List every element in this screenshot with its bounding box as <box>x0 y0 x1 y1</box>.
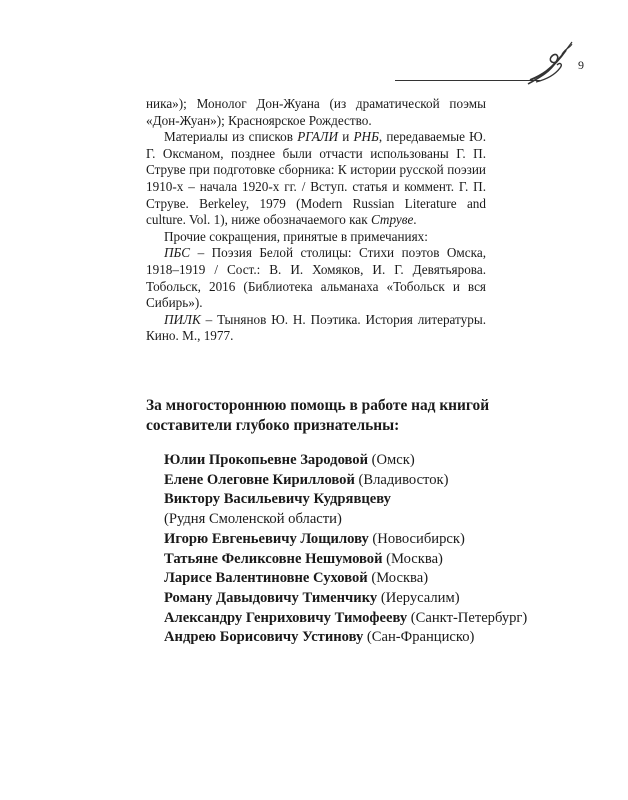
notes-paragraph: Прочие сокращения, принятые в примечаниях: <box>164 228 428 244</box>
person-location: (Санкт-Петербург) <box>407 609 528 626</box>
italic-abbreviation: РНБ <box>353 129 379 145</box>
person-name: Юлии Прокопьевне Зародовой <box>164 452 368 468</box>
acknowledgement-item <box>164 471 604 491</box>
paragraph-text-run: – Поэзия Белой столицы: Стихи поэтов Омска, 1918–1919 / Сост.: В. И. Хомяков, И. Г. Девятьярова. Тобольск, 2016 (Библиотека альманаха «Тобольск и вся Сибирь»). <box>146 245 486 311</box>
person-name: Татьяне Феликсовне Нешумовой <box>164 550 383 567</box>
person-name: Елене Олеговне Кирилловой <box>164 471 355 488</box>
acknowledgement-item <box>164 530 604 550</box>
italic-abbreviation: ПИЛК <box>164 311 201 327</box>
person-name: Виктору Васильевичу Кудрявцеву <box>164 491 391 508</box>
person-location: (Новосибирск) <box>368 530 465 547</box>
italic-abbreviation: РГАЛИ <box>297 129 339 145</box>
acknowledgement-item <box>164 628 604 648</box>
acknowledgement-item <box>164 490 604 529</box>
page-number: 9 <box>578 58 584 72</box>
italic-abbreviation: Струве <box>370 212 414 228</box>
person-location: (Иерусалим) <box>377 589 460 606</box>
notes-paragraph <box>146 129 486 229</box>
person-location: (Владивосток) <box>354 471 449 488</box>
acknowledgement-item <box>164 609 604 629</box>
person-name: Роману Давыдовичу Тименчику <box>164 589 378 606</box>
decorative-ornament-icon <box>526 40 574 86</box>
person-name: Александру Генриховичу Тимофееву <box>164 609 408 626</box>
notes-paragraph <box>146 312 486 345</box>
person-name: Андрею Борисовичу Устинову <box>164 629 364 646</box>
paragraph-text-run: . <box>413 212 417 228</box>
paragraph-text-run: – Тынянов Ю. Н. Поэтика. История литературы. Кино. М., 1977. <box>146 311 486 344</box>
header-rule <box>395 80 540 81</box>
acknowledgement-item <box>164 569 604 589</box>
person-location: (Москва) <box>367 570 429 587</box>
italic-abbreviation: ПБС <box>164 245 191 261</box>
acknowledgement-item <box>164 451 604 471</box>
person-name: Ларисе Валентиновне Суховой <box>164 570 368 587</box>
acknowledgement-item <box>164 550 604 570</box>
person-location: (Сан-Франциско) <box>363 629 475 646</box>
paragraph-text-run: и <box>338 129 354 145</box>
person-location: (Омск) <box>367 452 415 468</box>
person-name: Игорю Евгеньевичу Лощилову <box>164 530 369 547</box>
acknowledgements-heading: За многостороннюю помощь в работе над книгой составители глубоко признательны: <box>146 397 490 434</box>
paragraph-text-run: Материалы из списков <box>164 129 298 145</box>
person-location: (Рудня Смоленской области) <box>164 511 342 528</box>
paragraph-text-run: , передаваемые Ю. Г. Оксманом, позднее были отчасти использованы Г. П. Струве при подготовке сборника: К истории русской поэзии 1910-х – начала 1920-х гг. / Вступ. статья и коммент. Г. П. Струве. Berkeley, 1979 (Modern Russian Literature and culture. Vol. 1), ниже обозначаемого как <box>146 129 486 228</box>
acknowledgement-item <box>164 589 604 609</box>
acknowledgements-list <box>164 451 604 648</box>
notes-text-block <box>146 96 486 345</box>
person-location: (Москва) <box>382 550 443 567</box>
notes-paragraph: ника»); Монолог Дон-Жуана (из драматической поэмы «Дон-Жуан»); Красноярское Рождество. <box>146 96 486 128</box>
notes-paragraph <box>146 245 486 311</box>
